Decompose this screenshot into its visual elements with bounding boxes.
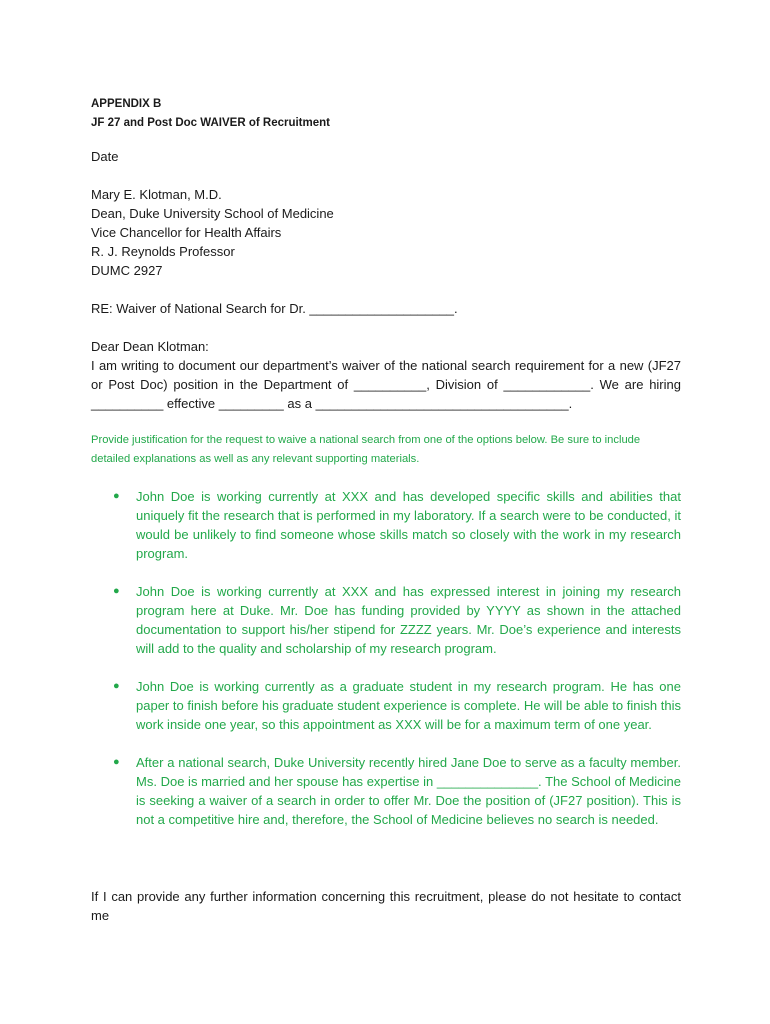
recipient-title-3: R. J. Reynolds Professor — [91, 244, 235, 259]
bullet-icon: ● — [113, 680, 120, 692]
document-header — [91, 95, 330, 133]
bullet-icon: ● — [113, 585, 120, 597]
letter-body — [91, 337, 681, 413]
recipient-address — [91, 185, 334, 280]
document-title: JF 27 and Post Doc WAIVER of Recruitment — [91, 117, 330, 129]
recipient-title-2: Vice Chancellor for Health Affairs — [91, 225, 282, 240]
salutation: Dear Dean Klotman: — [91, 339, 209, 354]
option-text: John Doe is working currently at XXX and has developed specific skills and abilities that uniquely fit the research that is performed in my laboratory. If a search were to be conducted, it would be unlikely to find someone whose skills match so closely with the work in my research program. — [136, 489, 681, 561]
bullet-icon: ● — [113, 756, 120, 768]
option-text: John Doe is working currently at XXX and has expressed interest in joining my research program here at Duke. Mr. Doe has funding provided by YYYY as shown in the attached documentation to support his/her stipend for ZZZZ years. Mr. Doe’s experience and interests will add to the quality and scholarship of my research program. — [136, 584, 681, 656]
recipient-title-1: Dean, Duke University School of Medicine — [91, 206, 334, 221]
list-item — [91, 487, 681, 563]
option-text: After a national search, Duke University recently hired Jane Doe to serve as a faculty member. Ms. Doe is married and her spouse has expertise in ______________. The School of Medicine is seeking a waiver of a search in order to offer Mr. Doe the position of (JF27 position). This is not a competitive hire and, therefore, the School of Medicine believes no search is needed. — [136, 755, 681, 827]
closing-paragraph: If I can provide any further information concerning this recruitment, please do not hesitate to contact me — [91, 889, 681, 923]
re-line: RE: Waiver of National Search for Dr. ____________________. — [91, 301, 458, 316]
appendix-label: APPENDIX B — [91, 98, 162, 110]
list-item — [91, 582, 681, 658]
instructions-note: Provide justification for the request to waive a national search from one of the options below. Be sure to include detailed explanations as well as any relevant supporting materials. — [91, 434, 641, 465]
list-item — [91, 677, 681, 734]
option-text: John Doe is working currently as a graduate student in my research program. He has one paper to finish before his graduate student experience is complete. He will be able to finish this work inside one year, so this appointment as XXX will be for a maximum term of one year. — [136, 679, 681, 732]
justification-options — [91, 487, 681, 848]
bullet-icon: ● — [113, 490, 120, 502]
recipient-name: Mary E. Klotman, M.D. — [91, 187, 222, 202]
recipient-mailbox: DUMC 2927 — [91, 263, 163, 278]
body-paragraph: I am writing to document our department’s waiver of the national search requirement for a new (JF27 or Post Doc) position in the Department of __________, Division of ____________. We are hiring __________ effective _________ as a ___________________________________. — [91, 358, 681, 411]
list-item — [91, 753, 681, 829]
date-label: Date — [91, 149, 119, 164]
